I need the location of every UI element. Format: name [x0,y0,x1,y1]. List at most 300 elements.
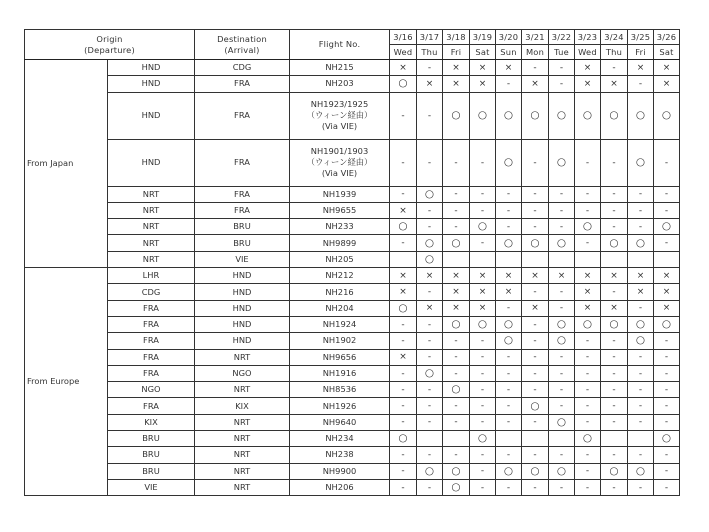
availability-cell [496,76,522,92]
destination-cell: KIX [195,398,290,414]
availability-cell [549,463,575,479]
availability-cell [628,365,654,381]
availability-cell [496,139,522,186]
availability-cell [522,316,549,332]
origin-cell: NRT [108,251,195,267]
availability-mark: ○ [398,432,408,445]
availability-mark: - [506,303,511,314]
availability-cell [496,300,522,316]
availability-cell [417,92,443,139]
flight-number-line: （ウィーン経由） [306,110,373,121]
availability-mark: - [638,368,643,379]
availability-cell [417,349,443,365]
availability-cell [417,60,443,76]
availability-cell [443,414,470,430]
date-header: 3/25 [628,30,654,45]
origin-header-label: Origin [96,33,123,44]
availability-cell [390,60,417,76]
availability-cell [601,219,628,235]
origin-cell: NRT [108,202,195,218]
availability-mark: × [425,78,434,89]
availability-mark: - [533,335,537,346]
availability-mark: - [559,62,564,73]
flight-cell [290,268,390,284]
availability-cell [443,447,470,463]
availability-cell [549,382,575,398]
destination-cell: NRT [195,463,290,479]
availability-mark: - [664,482,669,493]
availability-mark: - [427,417,432,428]
flight-number-line: NH215 [325,62,354,73]
availability-cell [549,365,575,381]
availability-mark: × [636,62,645,73]
flight-number-line: NH1902 [322,335,357,346]
availability-cell [417,431,443,447]
flight-header [290,30,390,60]
table-row [25,382,680,398]
destination-cell: FRA [195,186,290,202]
table-row [25,398,680,414]
availability-cell [496,349,522,365]
availability-mark: - [506,449,511,460]
availability-mark: - [454,417,458,428]
availability-cell [628,235,654,251]
availability-mark: - [559,352,564,363]
availability-cell [390,365,417,381]
availability-mark: × [399,62,407,73]
flight-cell [290,139,390,186]
availability-mark: - [533,417,537,428]
destination-cell: BRU [195,235,290,251]
flight-cell [290,92,390,139]
availability-mark: - [585,449,590,460]
availability-cell [575,431,601,447]
availability-cell [390,251,417,267]
availability-cell [496,333,522,349]
availability-mark: - [480,157,485,168]
availability-cell [417,268,443,284]
availability-mark: ○ [424,464,435,477]
date-header: 3/19 [470,30,496,45]
availability-cell [443,479,470,495]
availability-mark: - [533,221,537,232]
availability-mark: - [585,482,590,493]
availability-cell [575,333,601,349]
origin-cell: BRU [108,447,195,463]
availability-cell [601,284,628,300]
flight-cell [290,431,390,447]
flight-number-line: NH205 [325,253,354,264]
availability-mark: - [638,221,643,232]
availability-cell [390,186,417,202]
availability-cell [470,349,496,365]
origin-cell: NRT [108,219,195,235]
table-row [25,365,680,381]
availability-mark: - [664,449,669,460]
table-row [25,414,680,430]
availability-mark: ○ [503,156,514,169]
availability-mark: - [427,449,432,460]
availability-cell [522,447,549,463]
table-row [25,447,680,463]
availability-mark: - [533,384,537,395]
availability-cell [628,300,654,316]
flight-cell [290,284,390,300]
flight-number-line: (Via VIE) [321,121,358,132]
availability-mark: - [480,189,485,200]
availability-cell [470,431,496,447]
availability-mark: ○ [451,464,461,477]
availability-mark: - [664,189,669,200]
availability-mark: × [399,205,407,216]
availability-cell [575,382,601,398]
availability-cell [654,92,680,139]
availability-cell [575,447,601,463]
availability-mark: - [454,189,458,200]
origin-header-sublabel: (Departure) [84,44,135,55]
availability-mark: - [454,205,458,216]
availability-mark: - [638,449,643,460]
availability-cell [601,202,628,218]
availability-mark: - [559,401,564,412]
flight-number-line: NH9656 [322,351,357,362]
availability-cell [470,316,496,332]
availability-mark: - [585,401,590,412]
availability-cell [628,447,654,463]
availability-mark: - [638,384,643,395]
destination-cell: NRT [195,447,290,463]
availability-cell [496,235,522,251]
availability-cell [522,92,549,139]
availability-mark: - [585,157,590,168]
availability-mark: ○ [609,109,619,122]
destination-header [195,30,290,60]
availability-cell [470,463,496,479]
availability-mark: × [610,78,618,89]
availability-cell [470,139,496,186]
availability-mark: - [427,110,432,121]
availability-cell [575,251,601,267]
date-header: 3/22 [549,30,575,45]
availability-cell [654,60,680,76]
availability-cell [549,235,575,251]
availability-mark: - [401,384,405,395]
day-header: Sun [496,45,522,60]
availability-cell [575,414,601,430]
availability-mark: ○ [635,318,646,331]
availability-cell [522,479,549,495]
date-header: 3/24 [601,30,628,45]
availability-mark: ○ [398,301,408,314]
availability-mark: ○ [609,318,619,331]
table-row [25,202,680,218]
availability-cell [390,431,417,447]
availability-mark: ○ [424,367,435,379]
availability-mark: × [583,270,592,281]
availability-cell [496,316,522,332]
availability-cell [549,316,575,332]
availability-mark: × [557,270,566,281]
table-row [25,60,680,76]
availability-mark: × [478,287,487,298]
availability-mark: - [612,384,616,395]
day-header: Sat [470,45,496,60]
availability-cell [470,398,496,414]
destination-header-sublabel: (Arrival) [224,44,260,55]
availability-cell [522,431,549,447]
availability-mark: - [533,189,537,200]
availability-cell [522,382,549,398]
availability-cell [470,235,496,251]
availability-cell [654,186,680,202]
availability-mark: - [585,384,590,395]
availability-mark: × [636,287,645,298]
flight-number-line: NH9640 [322,416,357,427]
destination-cell: HND [195,284,290,300]
availability-cell [654,251,680,267]
availability-mark: × [452,303,460,314]
availability-cell [470,333,496,349]
availability-cell [443,431,470,447]
availability-mark: - [401,417,405,428]
availability-mark: - [664,352,669,363]
availability-mark: × [504,287,513,298]
availability-cell [628,414,654,430]
availability-cell [654,235,680,251]
availability-cell [601,431,628,447]
availability-mark: × [452,270,460,281]
availability-mark: - [427,482,432,493]
availability-cell [496,431,522,447]
availability-mark: × [399,287,407,298]
availability-mark: - [585,466,590,477]
availability-mark: ○ [451,318,461,331]
availability-cell [628,202,654,218]
availability-mark: ○ [503,109,514,122]
availability-cell [470,300,496,316]
flight-cell [290,447,390,463]
availability-mark: - [559,189,564,200]
availability-mark: - [638,352,643,363]
availability-mark: × [425,303,434,314]
availability-cell [470,479,496,495]
flight-cell [290,60,390,76]
availability-cell [470,447,496,463]
availability-cell [654,479,680,495]
availability-mark: ○ [477,432,488,445]
flight-cell [290,463,390,479]
flight-cell [290,479,390,495]
date-header: 3/16 [390,30,417,45]
day-header: Wed [390,45,417,60]
flight-number-line: NH1923/1925 [310,99,369,110]
availability-mark: - [559,368,564,379]
availability-mark: ○ [424,236,435,249]
availability-mark: - [506,78,511,89]
availability-mark: ○ [530,236,540,249]
availability-cell [470,382,496,398]
date-header: 3/26 [654,30,680,45]
availability-mark: × [662,287,671,298]
availability-cell [601,186,628,202]
table-row [25,349,680,365]
availability-cell [575,268,601,284]
availability-mark: ○ [635,334,646,347]
availability-cell [470,268,496,284]
region-group-label: From Europe [25,268,108,496]
availability-mark: - [559,287,564,298]
availability-cell [601,268,628,284]
flight-cell [290,219,390,235]
availability-cell [470,186,496,202]
availability-mark: × [662,62,671,73]
destination-cell: HND [195,300,290,316]
availability-mark: - [638,205,643,216]
destination-cell: HND [195,316,290,332]
availability-cell [628,333,654,349]
availability-cell [601,365,628,381]
origin-cell: HND [108,92,195,139]
date-header: 3/21 [522,30,549,45]
flight-number-line: NH234 [325,433,354,444]
availability-mark: × [399,270,407,281]
availability-mark: - [612,157,616,168]
availability-cell [601,382,628,398]
day-header: Thu [417,45,443,60]
availability-mark: - [612,221,616,232]
availability-cell [628,463,654,479]
availability-cell [522,219,549,235]
availability-cell [390,92,417,139]
destination-cell: FRA [195,139,290,186]
destination-cell: FRA [195,202,290,218]
availability-cell [470,202,496,218]
origin-cell: FRA [108,333,195,349]
availability-cell [417,235,443,251]
availability-mark: - [506,401,511,412]
availability-mark: ○ [451,383,461,396]
availability-cell [522,76,549,92]
availability-cell [654,219,680,235]
availability-cell [522,414,549,430]
table-row [25,463,680,479]
availability-mark: - [638,78,643,89]
availability-mark: - [585,368,590,379]
origin-cell: FRA [108,300,195,316]
availability-mark: - [427,287,432,298]
availability-cell [575,316,601,332]
availability-cell [470,284,496,300]
availability-cell [549,349,575,365]
availability-cell [470,251,496,267]
availability-mark: - [480,466,485,477]
availability-cell [654,76,680,92]
availability-cell [522,300,549,316]
availability-cell [601,414,628,430]
availability-mark: ○ [582,109,593,122]
availability-mark: ○ [503,464,514,477]
availability-cell [654,382,680,398]
destination-cell: NRT [195,479,290,495]
origin-header [25,30,195,60]
availability-mark: - [664,335,669,346]
availability-cell [417,414,443,430]
availability-mark: × [636,270,645,281]
availability-mark: - [427,335,432,346]
availability-mark: - [427,221,432,232]
availability-cell [549,431,575,447]
availability-cell [549,398,575,414]
availability-mark: - [612,417,616,428]
availability-mark: ○ [635,464,646,477]
availability-cell [575,219,601,235]
availability-cell [443,60,470,76]
availability-mark: - [559,78,564,89]
availability-mark: ○ [398,77,408,90]
flight-number-line: NH1916 [322,368,357,378]
availability-mark: × [478,270,487,281]
origin-cell: FRA [108,365,195,381]
availability-cell [628,76,654,92]
availability-mark: ○ [503,236,514,249]
availability-mark: - [533,287,537,298]
availability-cell [654,316,680,332]
availability-mark: - [612,352,616,363]
availability-cell [470,219,496,235]
availability-cell [522,60,549,76]
flight-number-line: NH203 [325,78,354,89]
availability-mark: - [585,205,590,216]
availability-cell [549,92,575,139]
availability-mark: ○ [609,464,619,477]
availability-mark: - [427,205,432,216]
availability-cell [549,447,575,463]
flight-cell [290,251,390,267]
availability-cell [575,186,601,202]
availability-mark: - [506,482,511,493]
availability-mark: ○ [503,318,514,331]
availability-mark: - [559,482,564,493]
availability-mark: - [480,482,485,493]
availability-cell [390,398,417,414]
availability-mark: - [612,482,616,493]
date-header: 3/20 [496,30,522,45]
availability-mark: - [480,368,485,379]
availability-mark: ○ [451,109,461,122]
flight-cell [290,202,390,218]
availability-mark: - [612,401,616,412]
availability-cell [496,479,522,495]
availability-mark: ○ [582,220,593,233]
origin-cell: FRA [108,316,195,332]
availability-mark: × [478,303,487,314]
availability-cell [522,268,549,284]
availability-cell [549,479,575,495]
flight-cell [290,333,390,349]
availability-mark: ○ [556,236,567,249]
availability-mark: - [480,335,485,346]
availability-cell [628,251,654,267]
availability-mark: × [662,303,671,314]
availability-mark: - [506,417,511,428]
availability-cell [575,76,601,92]
availability-mark: - [427,157,432,168]
availability-cell [575,60,601,76]
availability-mark: ○ [530,399,540,412]
availability-cell [417,251,443,267]
availability-mark: - [664,205,669,216]
availability-cell [390,463,417,479]
